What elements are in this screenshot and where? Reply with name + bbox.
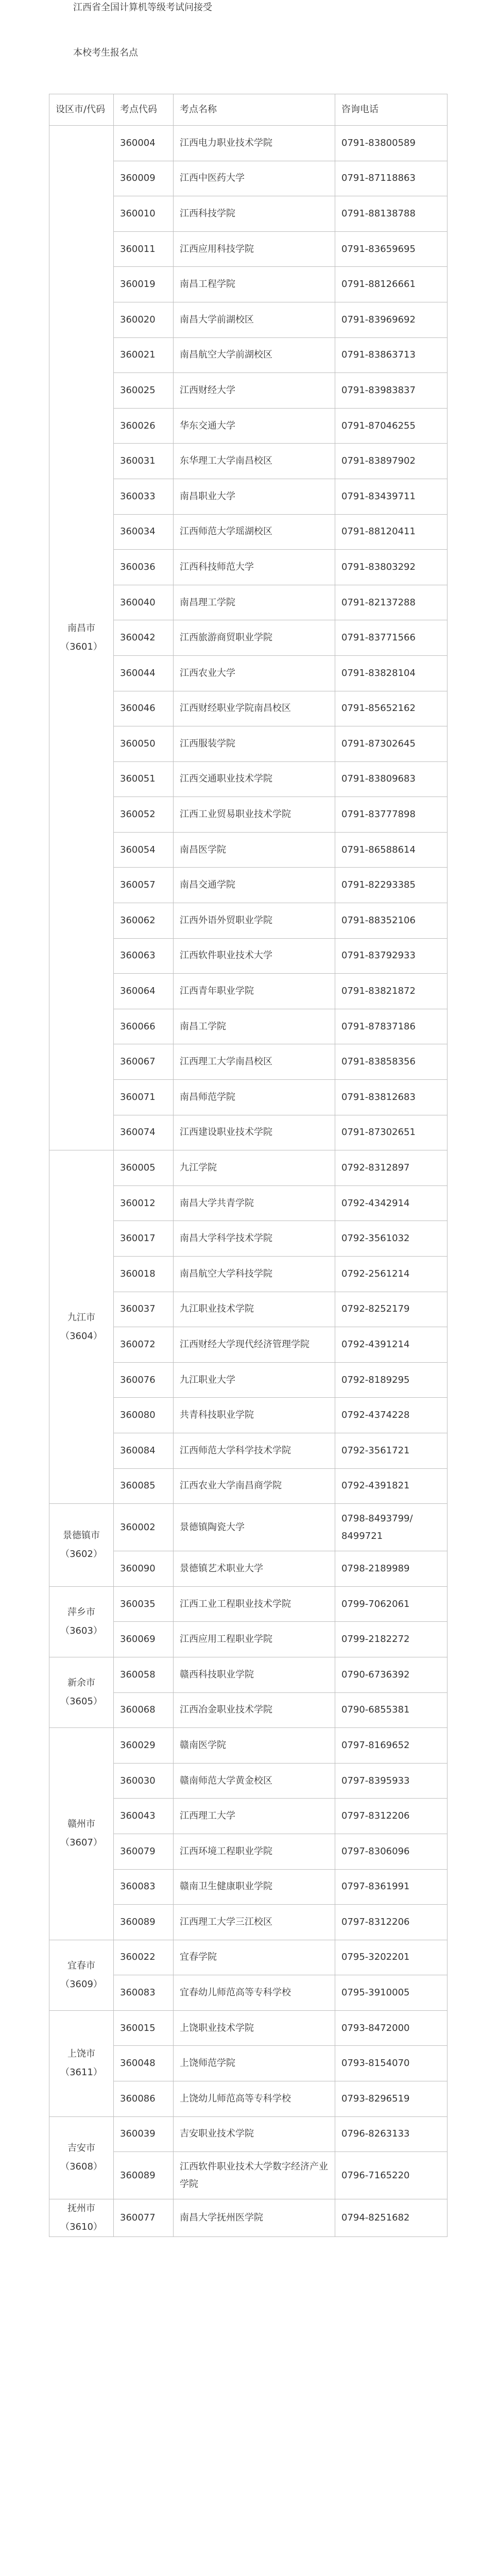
site-code-cell: 360042 <box>114 620 174 656</box>
site-name-cell: 江西师范大学瑶湖校区 <box>174 514 335 550</box>
table-row <box>49 2199 448 2237</box>
site-code-cell: 360071 <box>114 1080 174 1115</box>
region-name: 上饶市 <box>67 2048 95 2060</box>
site-name-cell: 景德镇陶瓷大学 <box>174 1504 335 1551</box>
phone-cell: 0791-82293385 <box>335 868 448 903</box>
site-name-cell: 共青科技职业学院 <box>174 1398 335 1433</box>
phone-cell: 0791-83659695 <box>335 231 448 267</box>
phone-cell: 0799-2182272 <box>335 1622 448 1657</box>
site-code-cell: 360048 <box>114 2046 174 2081</box>
site-code-cell: 360021 <box>114 337 174 373</box>
table-row <box>49 1728 448 1764</box>
site-code-cell: 360076 <box>114 1362 174 1398</box>
site-name-cell: 吉安职业技术学院 <box>174 2116 335 2152</box>
site-code-cell: 360043 <box>114 1799 174 1834</box>
site-code-cell: 360002 <box>114 1504 174 1551</box>
site-code-cell: 360029 <box>114 1728 174 1764</box>
site-code-cell: 360058 <box>114 1657 174 1692</box>
region-name: 抚州市 <box>67 2203 95 2214</box>
region-name: 萍乡市 <box>67 1606 95 1618</box>
phone-cell: 0791-88120411 <box>335 514 448 550</box>
phone-cell: 0796-7165220 <box>335 2152 448 2199</box>
site-name-cell: 江西工业工程职业技术学院 <box>174 1586 335 1622</box>
site-code-cell: 360031 <box>114 444 174 479</box>
region-cell <box>49 1728 114 1940</box>
site-name-cell: 上饶职业技术学院 <box>174 2010 335 2046</box>
exam-site-table <box>49 94 448 2237</box>
site-code-cell: 360066 <box>114 1009 174 1044</box>
phone-cell: 0794-8251682 <box>335 2199 448 2237</box>
phone-cell: 0797-8361991 <box>335 1869 448 1905</box>
site-code-cell: 360052 <box>114 797 174 833</box>
table-row <box>49 2010 448 2046</box>
table-row <box>49 2116 448 2152</box>
phone-cell: 0791-88138788 <box>335 196 448 232</box>
site-name-cell: 江西财经大学 <box>174 373 335 409</box>
phone-cell: 0791-83983837 <box>335 373 448 409</box>
site-name-cell: 南昌医学院 <box>174 832 335 868</box>
phone-cell: 0791-88126661 <box>335 267 448 302</box>
table-body <box>49 126 448 2237</box>
site-code-cell: 360044 <box>114 655 174 691</box>
column-header-site-name: 考点名称 <box>174 94 335 126</box>
table-row <box>49 1150 448 1186</box>
site-code-cell: 360068 <box>114 1692 174 1728</box>
site-name-cell: 上饶幼儿师范高等专科学校 <box>174 2081 335 2117</box>
site-name-cell: 江西理工大学三江校区 <box>174 1905 335 1940</box>
phone-cell: 0791-83792933 <box>335 938 448 974</box>
region-name: 景德镇市 <box>63 1530 100 1541</box>
site-name-cell: 南昌大学前湖校区 <box>174 302 335 337</box>
phone-cell: 0795-3202201 <box>335 1940 448 1975</box>
phone-cell: 0791-87302645 <box>335 726 448 762</box>
site-code-cell: 360090 <box>114 1551 174 1587</box>
site-code-cell: 360072 <box>114 1327 174 1363</box>
phone-cell: 0797-8312206 <box>335 1799 448 1834</box>
site-name-cell: 江西外语外贸职业学院 <box>174 903 335 939</box>
site-code-cell: 360030 <box>114 1763 174 1799</box>
phone-cell: 0791-83897902 <box>335 444 448 479</box>
site-name-cell: 南昌大学共青学院 <box>174 1185 335 1221</box>
site-code-cell: 360077 <box>114 2199 174 2237</box>
site-name-cell: 江西科技学院 <box>174 196 335 232</box>
site-name-cell: 江西应用工程职业学院 <box>174 1622 335 1657</box>
site-name-cell: 江西青年职业学院 <box>174 974 335 1009</box>
region-cell <box>49 2199 114 2237</box>
site-code-cell: 360086 <box>114 2081 174 2117</box>
phone-cell: 0791-83809683 <box>335 761 448 797</box>
site-name-cell: 江西农业大学 <box>174 655 335 691</box>
region-name: 赣州市 <box>67 1819 95 1830</box>
site-name-cell: 赣南师范大学黄金校区 <box>174 1763 335 1799</box>
site-name-cell: 江西软件职业技术大学 <box>174 938 335 974</box>
phone-cell: 0791-82137288 <box>335 585 448 620</box>
site-code-cell: 360057 <box>114 868 174 903</box>
site-code-cell: 360089 <box>114 2152 174 2199</box>
site-name-cell: 南昌职业大学 <box>174 479 335 514</box>
site-name-cell: 南昌航空大学科技学院 <box>174 1257 335 1292</box>
phone-cell: 0792-4374228 <box>335 1398 448 1433</box>
phone-cell: 0792-8252179 <box>335 1292 448 1327</box>
site-name-cell: 江西工业贸易职业技术学院 <box>174 797 335 833</box>
site-code-cell: 360037 <box>114 1292 174 1327</box>
site-code-cell: 360083 <box>114 1869 174 1905</box>
site-code-cell: 360036 <box>114 550 174 585</box>
site-code-cell: 360063 <box>114 938 174 974</box>
table-header-row <box>49 94 448 126</box>
site-name-cell: 江西财经职业学院南昌校区 <box>174 691 335 726</box>
site-code-cell: 360050 <box>114 726 174 762</box>
site-code-cell: 360080 <box>114 1398 174 1433</box>
site-code-cell: 360051 <box>114 761 174 797</box>
column-header-phone: 咨询电话 <box>335 94 448 126</box>
site-code-cell: 360026 <box>114 408 174 444</box>
site-code-cell: 360011 <box>114 231 174 267</box>
site-name-cell: 南昌大学抚州医学院 <box>174 2199 335 2237</box>
site-code-cell: 360019 <box>114 267 174 302</box>
region-code: （3607） <box>60 1837 102 1849</box>
site-name-cell: 赣南医学院 <box>174 1728 335 1764</box>
phone-cell: 0797-8395933 <box>335 1763 448 1799</box>
phone-cell: 0791-83771566 <box>335 620 448 656</box>
site-name-cell: 江西师范大学科学技术学院 <box>174 1433 335 1468</box>
site-code-cell: 360089 <box>114 1905 174 1940</box>
phone-cell: 0791-87837186 <box>335 1009 448 1044</box>
region-cell <box>49 126 114 1150</box>
phone-cell: 0792-2561214 <box>335 1257 448 1292</box>
site-name-cell: 江西冶金职业技术学院 <box>174 1692 335 1728</box>
region-code: （3601） <box>60 641 102 653</box>
site-code-cell: 360033 <box>114 479 174 514</box>
phone-cell: 0792-4391821 <box>335 1468 448 1504</box>
region-name: 南昌市 <box>67 623 95 634</box>
site-code-cell: 360034 <box>114 514 174 550</box>
region-code: （3605） <box>60 1696 102 1707</box>
site-code-cell: 360054 <box>114 832 174 868</box>
site-name-cell: 南昌航空大学前湖校区 <box>174 337 335 373</box>
region-code: （3608） <box>60 2161 102 2173</box>
phone-cell: 0793-8154070 <box>335 2046 448 2081</box>
site-name-cell: 江西科技师范大学 <box>174 550 335 585</box>
region-code: （3602） <box>60 1548 102 1560</box>
site-code-cell: 360017 <box>114 1221 174 1257</box>
phone-cell: 0796-8263133 <box>335 2116 448 2152</box>
phone-cell: 0793-8296519 <box>335 2081 448 2117</box>
phone-cell: 0791-83803292 <box>335 550 448 585</box>
phone-cell: 0791-83821872 <box>335 974 448 1009</box>
site-name-cell: 九江学院 <box>174 1150 335 1186</box>
site-name-cell: 南昌交通学院 <box>174 868 335 903</box>
phone-cell: 0791-85652162 <box>335 691 448 726</box>
column-header-site-code: 考点代码 <box>114 94 174 126</box>
site-name-cell: 宜春幼儿师范高等专科学校 <box>174 1975 335 2011</box>
site-name-cell: 江西建设职业技术学院 <box>174 1115 335 1150</box>
site-name-cell: 江西财经大学现代经济管理学院 <box>174 1327 335 1363</box>
site-code-cell: 360084 <box>114 1433 174 1468</box>
site-code-cell: 360039 <box>114 2116 174 2152</box>
phone-cell: 0795-3910005 <box>335 1975 448 2011</box>
phone-cell: 0791-87302651 <box>335 1115 448 1150</box>
region-cell <box>49 1504 114 1587</box>
site-name-cell: 南昌工学院 <box>174 1009 335 1044</box>
region-name: 九江市 <box>67 1312 95 1323</box>
phone-cell: 0792-4342914 <box>335 1185 448 1221</box>
site-name-cell: 九江职业大学 <box>174 1362 335 1398</box>
site-name-cell: 江西环境工程职业学院 <box>174 1834 335 1869</box>
column-header-region: 设区市/代码 <box>49 94 114 126</box>
phone-cell: 0792-8312897 <box>335 1150 448 1186</box>
site-name-cell: 南昌理工学院 <box>174 585 335 620</box>
phone-cell: 0791-83858356 <box>335 1044 448 1080</box>
phone-cell: 0791-86588614 <box>335 832 448 868</box>
region-code: （3610） <box>60 2222 102 2233</box>
phone-cell: 0791-83969692 <box>335 302 448 337</box>
region-cell <box>49 2116 114 2199</box>
site-name-cell: 江西中医药大学 <box>174 161 335 196</box>
site-code-cell: 360004 <box>114 126 174 161</box>
phone-cell: 0791-83777898 <box>335 797 448 833</box>
phone-cell: 0791-83800589 <box>335 126 448 161</box>
site-code-cell: 360012 <box>114 1185 174 1221</box>
table-row <box>49 126 448 161</box>
site-name-cell: 南昌工程学院 <box>174 267 335 302</box>
region-cell <box>49 1940 114 2010</box>
site-code-cell: 360025 <box>114 373 174 409</box>
table-row <box>49 1657 448 1692</box>
site-name-cell: 赣西科技职业学院 <box>174 1657 335 1692</box>
site-name-cell: 九江职业技术学院 <box>174 1292 335 1327</box>
site-name-cell: 江西理工大学南昌校区 <box>174 1044 335 1080</box>
site-code-cell: 360020 <box>114 302 174 337</box>
phone-cell: 0791-87118863 <box>335 161 448 196</box>
phone-cell: 0791-83439711 <box>335 479 448 514</box>
site-code-cell: 360083 <box>114 1975 174 2011</box>
site-code-cell: 360074 <box>114 1115 174 1150</box>
region-name: 新余市 <box>67 1677 95 1689</box>
phone-cell: 0791-83812683 <box>335 1080 448 1115</box>
site-code-cell: 360018 <box>114 1257 174 1292</box>
table-row <box>49 1586 448 1622</box>
site-code-cell: 360009 <box>114 161 174 196</box>
site-name-cell: 江西软件职业技术大学数字经济产业学院 <box>174 2152 335 2199</box>
site-code-cell: 360040 <box>114 585 174 620</box>
phone-cell: 0792-4391214 <box>335 1327 448 1363</box>
region-code: （3609） <box>60 1978 102 1990</box>
region-code: （3611） <box>60 2067 102 2078</box>
region-cell <box>49 1657 114 1727</box>
site-name-cell: 南昌大学科学技术学院 <box>174 1221 335 1257</box>
region-name: 宜春市 <box>67 1960 95 1971</box>
phone-cell: 0790-6736392 <box>335 1657 448 1692</box>
region-name: 吉安市 <box>67 2143 95 2154</box>
phone-cell: 0792-3561721 <box>335 1433 448 1468</box>
site-name-cell: 赣南卫生健康职业学院 <box>174 1869 335 1905</box>
page-subtitle: 本校考生报名点 <box>73 47 138 58</box>
phone-cell: 0797-8306096 <box>335 1834 448 1869</box>
phone-cell: 0792-3561032 <box>335 1221 448 1257</box>
site-name-cell: 宜春学院 <box>174 1940 335 1975</box>
phone-cell: 0790-6855381 <box>335 1692 448 1728</box>
phone-cell: 0792-8189295 <box>335 1362 448 1398</box>
site-name-cell: 江西服装学院 <box>174 726 335 762</box>
phone-cell: 0791-83828104 <box>335 655 448 691</box>
table-row <box>49 1504 448 1551</box>
site-code-cell: 360069 <box>114 1622 174 1657</box>
phone-cell: 0799-7062061 <box>335 1586 448 1622</box>
site-code-cell: 360015 <box>114 2010 174 2046</box>
site-code-cell: 360010 <box>114 196 174 232</box>
site-code-cell: 360035 <box>114 1586 174 1622</box>
region-cell <box>49 1150 114 1504</box>
phone-cell: 0793-8472000 <box>335 2010 448 2046</box>
page-title: 江西省全国计算机等级考试问接受 <box>73 2 212 13</box>
site-code-cell: 360085 <box>114 1468 174 1504</box>
phone-cell: 0798-8493799/ 8499721 <box>335 1504 448 1551</box>
site-name-cell: 江西旅游商贸职业学院 <box>174 620 335 656</box>
site-name-cell: 江西交通职业技术学院 <box>174 761 335 797</box>
site-code-cell: 360067 <box>114 1044 174 1080</box>
table-row <box>49 1940 448 1975</box>
site-name-cell: 景德镇艺术职业大学 <box>174 1551 335 1587</box>
site-name-cell: 华东交通大学 <box>174 408 335 444</box>
site-name-cell: 江西理工大学 <box>174 1799 335 1834</box>
site-code-cell: 360079 <box>114 1834 174 1869</box>
phone-cell: 0791-83863713 <box>335 337 448 373</box>
region-cell <box>49 2010 114 2116</box>
site-name-cell: 江西应用科技学院 <box>174 231 335 267</box>
phone-cell: 0791-87046255 <box>335 408 448 444</box>
site-code-cell: 360064 <box>114 974 174 1009</box>
site-code-cell: 360022 <box>114 1940 174 1975</box>
region-cell <box>49 1586 114 1657</box>
site-name-cell: 江西电力职业技术学院 <box>174 126 335 161</box>
phone-cell: 0791-88352106 <box>335 903 448 939</box>
region-code: （3603） <box>60 1625 102 1636</box>
site-name-cell: 南昌师范学院 <box>174 1080 335 1115</box>
site-code-cell: 360005 <box>114 1150 174 1186</box>
site-code-cell: 360062 <box>114 903 174 939</box>
phone-cell: 0797-8169652 <box>335 1728 448 1764</box>
site-name-cell: 东华理工大学南昌校区 <box>174 444 335 479</box>
phone-cell: 0797-8312206 <box>335 1905 448 1940</box>
site-name-cell: 江西农业大学南昌商学院 <box>174 1468 335 1504</box>
region-code: （3604） <box>60 1330 102 1342</box>
site-name-cell: 上饶师范学院 <box>174 2046 335 2081</box>
site-code-cell: 360046 <box>114 691 174 726</box>
phone-cell: 0798-2189989 <box>335 1551 448 1587</box>
